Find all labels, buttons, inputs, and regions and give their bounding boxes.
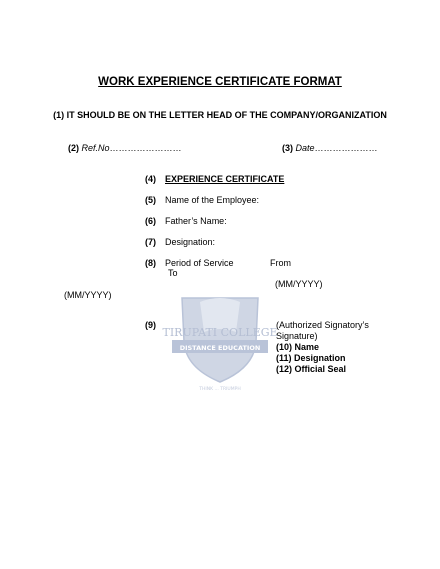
item-number: (5) (145, 195, 156, 205)
logo-name-text: TIRUPATI COLLEGE (162, 326, 278, 339)
signatory-name: (10) Name (276, 342, 320, 352)
date-field (282, 143, 378, 153)
signature-block (276, 320, 386, 375)
item-father-name (145, 216, 227, 226)
item-label: Name of the Employee: (165, 195, 260, 205)
signatory-designation: (11) Designation (276, 353, 346, 363)
ref-no-field (68, 143, 182, 153)
to-date-format: (MM/YYYY) (64, 290, 112, 300)
item-number: (4) (145, 174, 156, 184)
date-label: Date (295, 143, 315, 153)
from-date-format: (MM/YYYY) (275, 279, 323, 289)
college-logo-watermark (162, 292, 278, 397)
from-label: From (270, 258, 291, 268)
logo-shield-icon (162, 292, 278, 392)
item-experience-certificate (145, 174, 284, 184)
item-label: Period of Service (165, 258, 234, 268)
item-period-of-service (145, 258, 234, 268)
ref-number: (2) (68, 143, 79, 153)
to-label: To (168, 268, 178, 278)
item-number: (7) (145, 237, 156, 247)
item-designation (145, 237, 215, 247)
official-seal: (12) Official Seal (276, 364, 347, 374)
item-label: Designation: (165, 237, 216, 247)
item-employee-name (145, 195, 259, 205)
date-number: (3) (282, 143, 293, 153)
item-label: EXPERIENCE CERTIFICATE (165, 174, 285, 184)
item-9-number: (9) (145, 320, 156, 330)
signature-line-2: Signature) (276, 331, 318, 341)
date-dots: ………………… (314, 143, 378, 153)
logo-tagline-text: THINK ... TRIUMPH (199, 387, 241, 392)
item-number: (6) (145, 216, 156, 226)
logo-band-text: DISTANCE EDUCATION (179, 344, 261, 352)
signature-line-1: (Authorized Signatory’s (276, 320, 369, 330)
item-number: (8) (145, 258, 156, 268)
ref-dots: …………………… (109, 143, 182, 153)
item-label: Father’s Name: (165, 216, 227, 226)
page-title: WORK EXPERIENCE CERTIFICATE FORMAT (98, 76, 342, 88)
ref-label: Ref.No (81, 143, 110, 153)
letterhead-instruction: (1) IT SHOULD BE ON THE LETTER HEAD OF THE COMPANY/ORGANIZATION (53, 110, 387, 120)
